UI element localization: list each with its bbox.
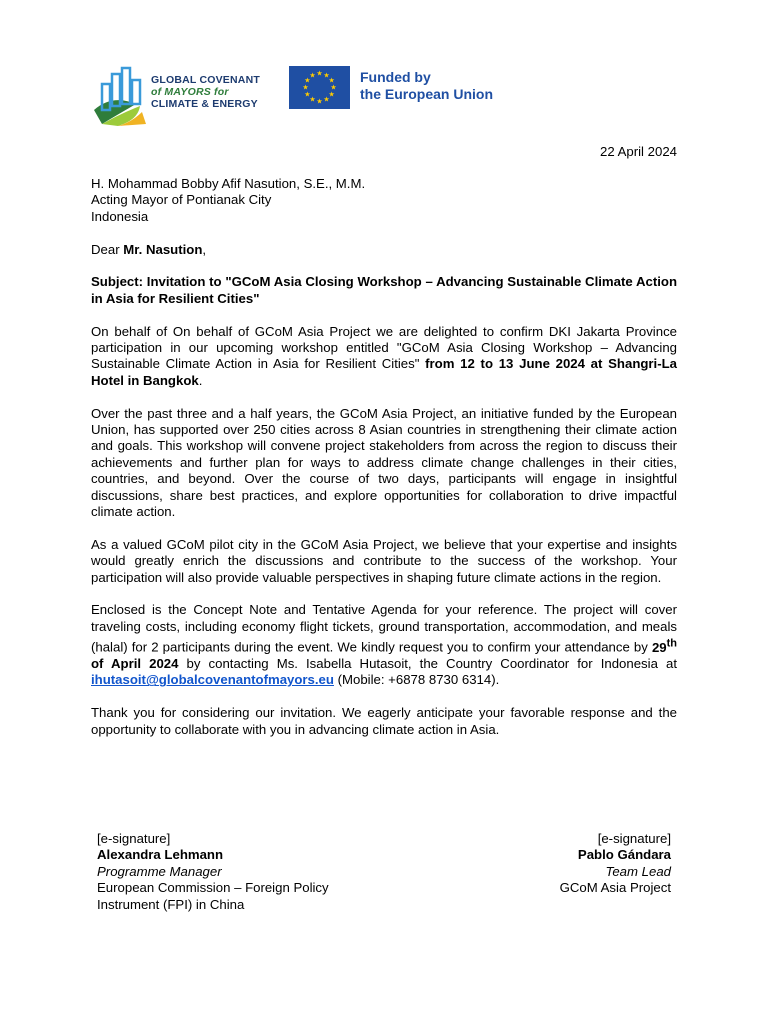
signature-block-left (97, 831, 329, 913)
rsvp-deadline-suffix: th (666, 637, 677, 650)
gcom-logo-line-3: CLIMATE & ENERGY (151, 98, 258, 110)
eu-funding-text (360, 69, 493, 103)
gcom-logo-line-1: GLOBAL COVENANT (151, 74, 260, 86)
svg-text:★: ★ (304, 90, 311, 99)
svg-text:★: ★ (309, 71, 316, 80)
recipient-country: Indonesia (91, 208, 149, 224)
svg-text:★: ★ (328, 76, 335, 85)
signatory-role-right: Team Lead (605, 863, 671, 879)
contact-email-link[interactable]: ihutasoit@globalcovenantofmayors.eu (91, 672, 334, 688)
svg-text:★: ★ (323, 95, 330, 104)
rsvp-deadline-rest: of April 2024 (91, 656, 179, 672)
svg-text:★: ★ (309, 95, 316, 104)
svg-text:★: ★ (323, 71, 330, 80)
logistics-text-mid: by contacting Ms. Isabella Hutasoit, the Country Coordinator for Indonesia at (178, 656, 677, 672)
header-logos (92, 60, 512, 130)
recipient-name: H. Mohammad Bobby Afif Nasution, S.E., M.M. (91, 176, 366, 191)
paragraph-confirmation (91, 324, 677, 390)
salutation-prefix: Dear (91, 241, 124, 257)
e-signature-right: [e-signature] (597, 831, 671, 846)
signatory-name-left: Alexandra Lehmann (97, 847, 224, 863)
rsvp-deadline-day: 29 (651, 639, 667, 655)
paragraph-background: Over the past three and a half years, the GCoM Asia Project, an initiative funded by the European Union, has supported over 250 cities across 8 Asian countries in strengthening their climate action and goals. This workshop will convene project stakeholders from across the region to discuss their achievements and further plan for ways to address climate change challenges in their cities, countries, and beyond. Over the course of two days, participants will engage in insightful discussions, share best practices, and explore opportunities for collaboration to drive impactful climate action. (91, 405, 677, 520)
svg-text:★: ★ (302, 83, 309, 92)
paragraph-pilot-city: As a valued GCoM pilot city in the GCoM Asia Project, we believe that your expertise and insights would greatly enrich the discussions and contribute to the success of the workshop. Your participation will also provide valuable perspectives in shaping future climate actions in the region. (91, 536, 677, 585)
letter-body (91, 176, 677, 738)
svg-text:★: ★ (328, 90, 335, 99)
eu-funding-line-1: Funded by (360, 69, 431, 85)
svg-text:★: ★ (330, 83, 337, 92)
logistics-text-end: (Mobile: +6878 8730 6314). (333, 672, 500, 688)
signatory-role-left: Programme Manager (97, 863, 222, 879)
gcom-logo-line-2: of MAYORS for (151, 86, 229, 98)
eu-funding-line-2: the European Union (360, 86, 493, 102)
recipient-title: Acting Mayor of Pontianak City (91, 192, 272, 208)
gcom-logo-text (151, 74, 260, 110)
signatory-name-right: Pablo Gándara (577, 847, 671, 863)
salutation-suffix: , (202, 241, 207, 257)
paragraph-logistics (91, 602, 677, 688)
signatory-org-right: GCoM Asia Project (559, 880, 671, 896)
eu-stars-icon (289, 66, 350, 109)
letter-date: 22 April 2024 (600, 144, 677, 159)
signatory-org-left-line-1: European Commission – Foreign Policy (97, 880, 329, 896)
svg-text:★: ★ (304, 76, 311, 85)
subject-line: Subject: Invitation to "GCoM Asia Closing Workshop – Advancing Sustainable Climate Action in Asia for Resilient Cities" (91, 274, 677, 306)
eu-flag-icon (289, 66, 350, 109)
paragraph-confirmation-end: . (198, 372, 203, 388)
svg-text:★: ★ (316, 97, 323, 106)
signature-block-right (560, 831, 671, 897)
event-dates-venue: from 12 to 13 June 2024 at Shangri-La Hotel in Bangkok (91, 356, 678, 388)
signatory-org-left-line-2: Instrument (FPI) in China (97, 896, 245, 912)
salutation-name: Mr. Nasution (123, 241, 203, 257)
e-signature-left: [e-signature] (97, 831, 171, 846)
paragraph-confirmation-text: On behalf of On behalf of GCoM Asia Project we are delighted to confirm DKI Jakarta Province participation in our upcoming workshop entitled "GCoM Asia Closing Workshop – Advancing Sustainable Climate Action in Asia for Resilient Cities" (91, 323, 677, 372)
salutation (91, 242, 677, 258)
gcom-city-logo-icon (92, 66, 148, 128)
svg-text:★: ★ (316, 69, 323, 78)
logistics-text-start: Enclosed is the Concept Note and Tentative Agenda for your reference. The project will cover traveling costs, including economy flight tickets, ground transportation, accommodation, and meals (halal) for 2 participants during the event. We kindly request you to confirm your attendance by (91, 602, 677, 655)
paragraph-closing: Thank you for considering our invitation. We eagerly anticipate your favorable response and the opportunity to collaborate with you in advancing climate action in Asia. (91, 705, 677, 737)
